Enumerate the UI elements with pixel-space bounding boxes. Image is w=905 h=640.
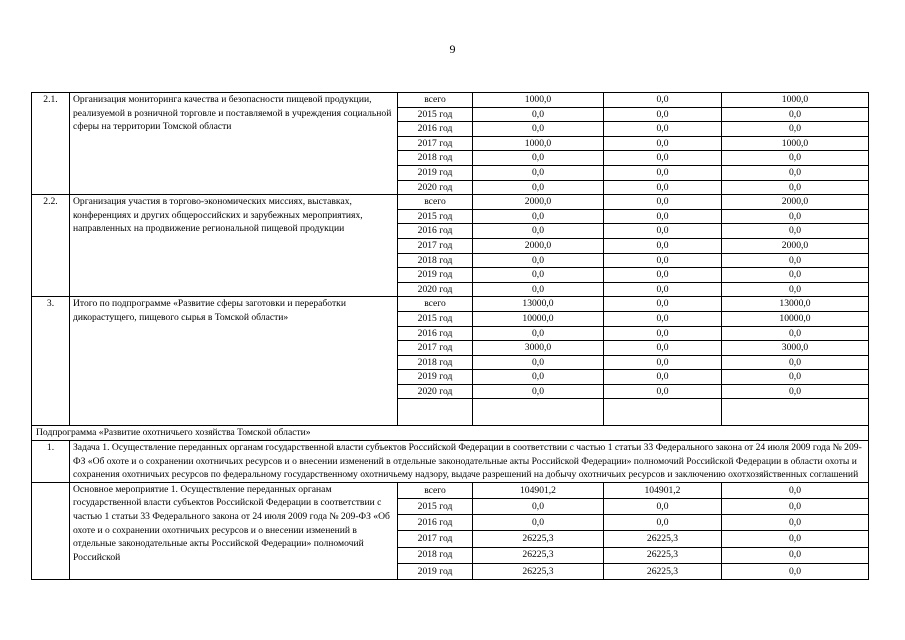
task-row bbox=[32, 441, 869, 483]
regional-budget-value: 0,0 bbox=[722, 499, 869, 515]
federal-budget-value: 104901,2 bbox=[604, 482, 722, 498]
period-label: 2015 год bbox=[398, 499, 473, 515]
period-label: 2015 год bbox=[398, 311, 473, 326]
period-label: 2019 год bbox=[398, 268, 473, 283]
federal-budget-value: 0,0 bbox=[604, 384, 722, 399]
row-number: 3. bbox=[32, 297, 70, 426]
federal-budget-value: 0,0 bbox=[604, 268, 722, 283]
row-number bbox=[32, 482, 70, 579]
period-label: 2017 год bbox=[398, 531, 473, 547]
period-label: 2015 год bbox=[398, 107, 473, 122]
regional-budget-value: 0,0 bbox=[722, 180, 869, 195]
total-value: 0,0 bbox=[473, 224, 604, 239]
regional-budget-value: 0,0 bbox=[722, 384, 869, 399]
period-label: 2018 год bbox=[398, 547, 473, 563]
federal-budget-value: 0,0 bbox=[604, 355, 722, 370]
row-description: Организация мониторинга качества и безопасности пищевой продукции, реализуемой в розничной торговле и поставляемой в учреждения социальной сферы на территории Томской области bbox=[70, 93, 398, 195]
total-value: 10000,0 bbox=[473, 311, 604, 326]
table-row bbox=[32, 482, 869, 498]
total-value: 0,0 bbox=[473, 165, 604, 180]
federal-budget-value: 26225,3 bbox=[604, 531, 722, 547]
total-value: 0,0 bbox=[473, 370, 604, 385]
total-value: 0,0 bbox=[473, 253, 604, 268]
regional-budget-value: 3000,0 bbox=[722, 341, 869, 356]
total-value: 0,0 bbox=[473, 107, 604, 122]
period-label: 2017 год bbox=[398, 341, 473, 356]
total-value: 1000,0 bbox=[473, 93, 604, 108]
total-value: 0,0 bbox=[473, 515, 604, 531]
regional-budget-value: 0,0 bbox=[722, 268, 869, 283]
regional-budget-value: 0,0 bbox=[722, 482, 869, 498]
regional-budget-value: 0,0 bbox=[722, 209, 869, 224]
page-number: 9 bbox=[449, 42, 456, 56]
total-value: 0,0 bbox=[473, 282, 604, 297]
federal-budget-value: 0,0 bbox=[604, 341, 722, 356]
total-value: 26225,3 bbox=[473, 563, 604, 579]
regional-budget-value: 0,0 bbox=[722, 326, 869, 341]
subprogram-title: Подпрограмма «Развитие охотничьего хозяйства Томской области» bbox=[32, 426, 869, 441]
regional-budget-value: 10000,0 bbox=[722, 311, 869, 326]
empty-cell bbox=[604, 399, 722, 426]
federal-budget-value: 0,0 bbox=[604, 122, 722, 137]
federal-budget-value: 0,0 bbox=[604, 515, 722, 531]
empty-cell bbox=[473, 399, 604, 426]
federal-budget-value: 0,0 bbox=[604, 311, 722, 326]
task-text: Задача 1. Осуществление переданных органам государственной власти субъектов Российской Федерации в соответствии с частью 1 статьи 33 Федерального закона от 24 июля 2009 года № 209-ФЗ «Об охоте и о сохранении охотничьих ресурсов и о внесении изменений в отдельные законодательные акты Российской Федерации» полномочий Российской Федерации в области охоты и сохранения охотничьих ресурсов по федеральному государственному охотничьему надзору, выдаче разрешений на добычу охотничьих ресурсов и заключению охотхозяйственных соглашений bbox=[70, 441, 869, 483]
subprogram-row bbox=[32, 426, 869, 441]
total-value: 0,0 bbox=[473, 151, 604, 166]
federal-budget-value: 0,0 bbox=[604, 297, 722, 312]
period-label: 2019 год bbox=[398, 563, 473, 579]
period-label: 2018 год bbox=[398, 151, 473, 166]
regional-budget-value: 0,0 bbox=[722, 563, 869, 579]
empty-cell bbox=[722, 399, 869, 426]
budget-table bbox=[31, 92, 869, 580]
total-value: 0,0 bbox=[473, 122, 604, 137]
total-value: 0,0 bbox=[473, 499, 604, 515]
period-label: всего bbox=[398, 297, 473, 312]
period-label: 2016 год bbox=[398, 224, 473, 239]
regional-budget-value: 0,0 bbox=[722, 151, 869, 166]
federal-budget-value: 26225,3 bbox=[604, 563, 722, 579]
total-value: 1000,0 bbox=[473, 136, 604, 151]
regional-budget-value: 2000,0 bbox=[722, 195, 869, 210]
regional-budget-value: 0,0 bbox=[722, 355, 869, 370]
federal-budget-value: 0,0 bbox=[604, 165, 722, 180]
federal-budget-value: 0,0 bbox=[604, 195, 722, 210]
total-value: 0,0 bbox=[473, 384, 604, 399]
federal-budget-value: 26225,3 bbox=[604, 547, 722, 563]
regional-budget-value: 0,0 bbox=[722, 531, 869, 547]
total-value: 2000,0 bbox=[473, 195, 604, 210]
federal-budget-value: 0,0 bbox=[604, 209, 722, 224]
row-description: Основное мероприятие 1. Осуществление переданных органам государственной власти субъектов Российской Федерации в соответствии с частью 1 статьи 33 Федерального закона от 24 июля 2009 года № 209-ФЗ «Об охоте и о сохранении охотничьих ресурсов и о внесении изменений в отдельные законодательные акты Российской Федерации» полномочий Российской bbox=[70, 482, 398, 579]
federal-budget-value: 0,0 bbox=[604, 238, 722, 253]
task-number: 1. bbox=[32, 441, 70, 483]
regional-budget-value: 0,0 bbox=[722, 165, 869, 180]
total-value: 0,0 bbox=[473, 326, 604, 341]
regional-budget-value: 2000,0 bbox=[722, 238, 869, 253]
period-label: 2017 год bbox=[398, 238, 473, 253]
period-label: всего bbox=[398, 195, 473, 210]
total-value: 104901,2 bbox=[473, 482, 604, 498]
period-label: всего bbox=[398, 482, 473, 498]
regional-budget-value: 1000,0 bbox=[722, 93, 869, 108]
federal-budget-value: 0,0 bbox=[604, 224, 722, 239]
period-label: 2016 год bbox=[398, 326, 473, 341]
table-row bbox=[32, 297, 869, 312]
period-label: 2019 год bbox=[398, 165, 473, 180]
total-value: 0,0 bbox=[473, 355, 604, 370]
federal-budget-value: 0,0 bbox=[604, 151, 722, 166]
regional-budget-value: 0,0 bbox=[722, 224, 869, 239]
regional-budget-value: 0,0 bbox=[722, 370, 869, 385]
period-label: 2018 год bbox=[398, 253, 473, 268]
regional-budget-value: 0,0 bbox=[722, 107, 869, 122]
period-label: 2015 год bbox=[398, 209, 473, 224]
total-value: 26225,3 bbox=[473, 547, 604, 563]
period-label: 2016 год bbox=[398, 515, 473, 531]
total-value: 3000,0 bbox=[473, 341, 604, 356]
table-row bbox=[32, 93, 869, 108]
period-label: 2020 год bbox=[398, 282, 473, 297]
budget-table-body bbox=[32, 93, 869, 580]
total-value: 0,0 bbox=[473, 209, 604, 224]
total-value: 13000,0 bbox=[473, 297, 604, 312]
period-label: 2020 год bbox=[398, 384, 473, 399]
total-value: 0,0 bbox=[473, 268, 604, 283]
total-value: 26225,3 bbox=[473, 531, 604, 547]
period-label: 2020 год bbox=[398, 180, 473, 195]
row-number: 2.1. bbox=[32, 93, 70, 195]
period-label: всего bbox=[398, 93, 473, 108]
regional-budget-value: 1000,0 bbox=[722, 136, 869, 151]
period-label: 2016 год bbox=[398, 122, 473, 137]
federal-budget-value: 0,0 bbox=[604, 93, 722, 108]
federal-budget-value: 0,0 bbox=[604, 282, 722, 297]
regional-budget-value: 0,0 bbox=[722, 282, 869, 297]
regional-budget-value: 0,0 bbox=[722, 253, 869, 268]
row-description: Организация участия в торгово-экономических миссиях, выставках, конференциях и других общероссийских и зарубежных мероприятиях, направленных на продвижение региональной пищевой продукции bbox=[70, 195, 398, 297]
total-value: 0,0 bbox=[473, 180, 604, 195]
federal-budget-value: 0,0 bbox=[604, 136, 722, 151]
period-label: 2019 год bbox=[398, 370, 473, 385]
federal-budget-value: 0,0 bbox=[604, 370, 722, 385]
row-description: Итого по подпрограмме «Развитие сферы заготовки и переработки дикорастущего, пищевого сырья в Томской области» bbox=[70, 297, 398, 426]
regional-budget-value: 13000,0 bbox=[722, 297, 869, 312]
empty-cell bbox=[398, 399, 473, 426]
regional-budget-value: 0,0 bbox=[722, 515, 869, 531]
row-number: 2.2. bbox=[32, 195, 70, 297]
federal-budget-value: 0,0 bbox=[604, 107, 722, 122]
regional-budget-value: 0,0 bbox=[722, 547, 869, 563]
regional-budget-value: 0,0 bbox=[722, 122, 869, 137]
period-label: 2017 год bbox=[398, 136, 473, 151]
table-row bbox=[32, 195, 869, 210]
federal-budget-value: 0,0 bbox=[604, 326, 722, 341]
federal-budget-value: 0,0 bbox=[604, 180, 722, 195]
period-label: 2018 год bbox=[398, 355, 473, 370]
total-value: 2000,0 bbox=[473, 238, 604, 253]
federal-budget-value: 0,0 bbox=[604, 499, 722, 515]
federal-budget-value: 0,0 bbox=[604, 253, 722, 268]
